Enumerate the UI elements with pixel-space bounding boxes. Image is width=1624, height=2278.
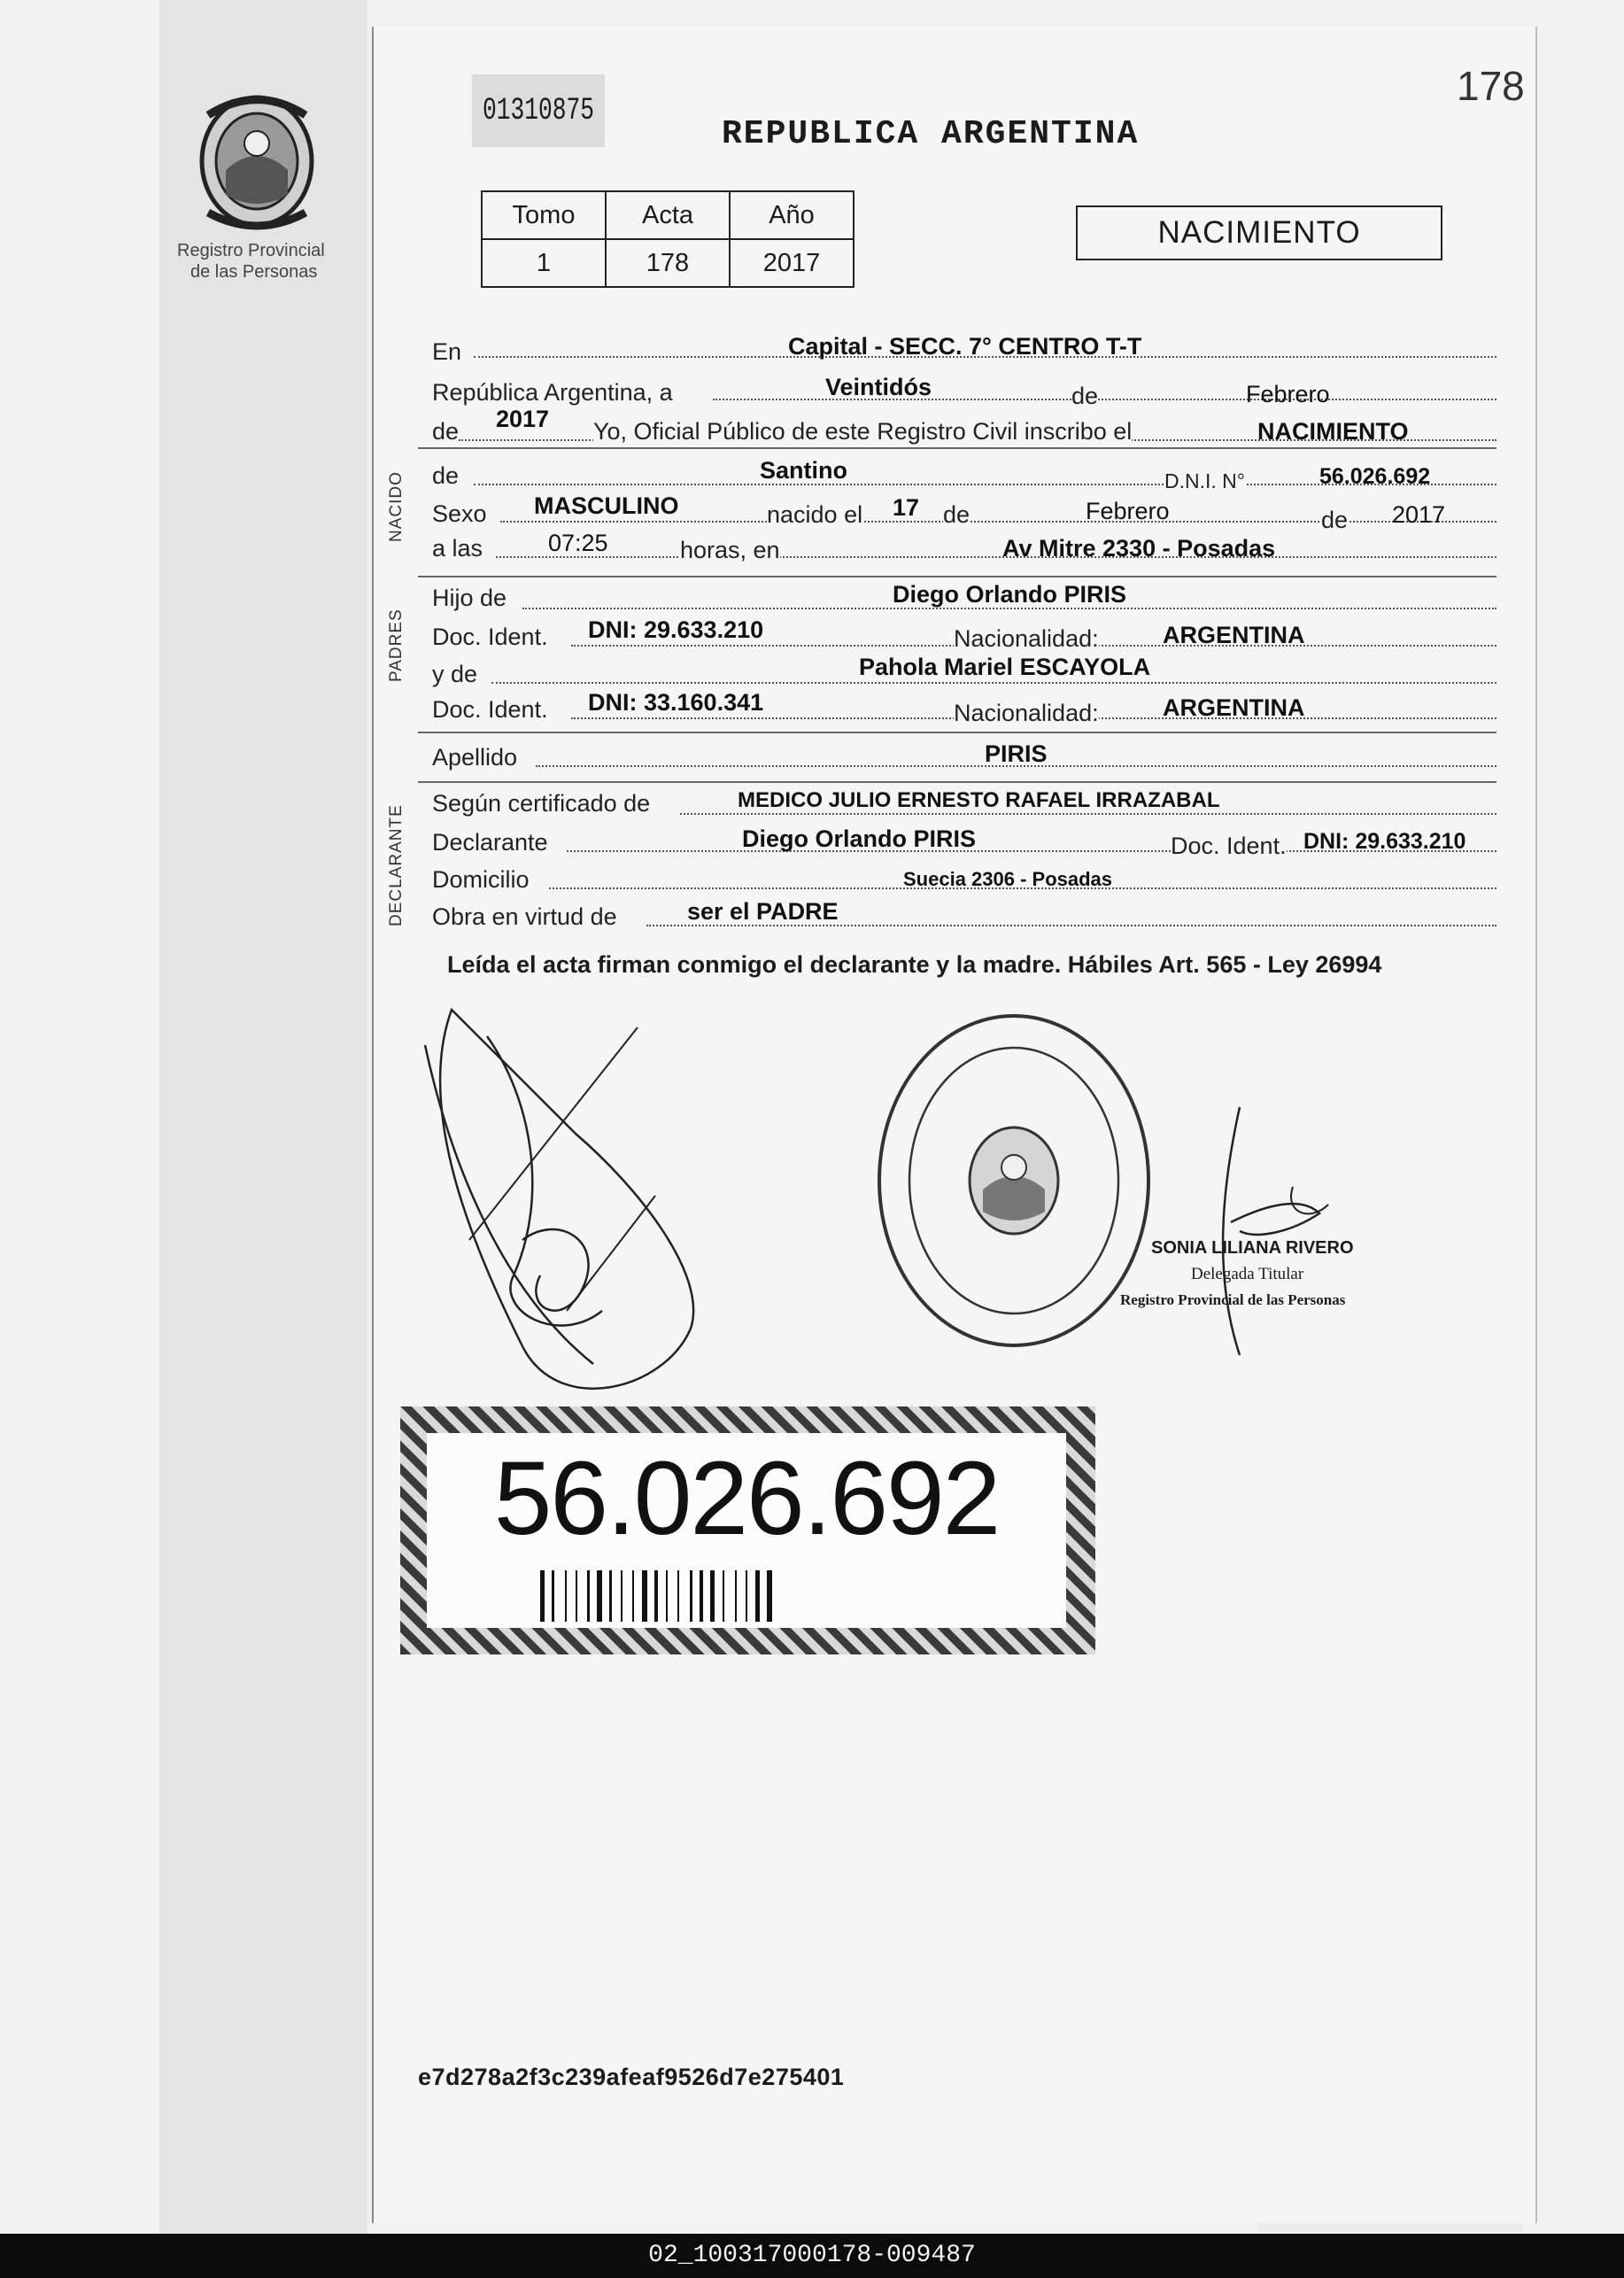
declarante-section-label: DECLARANTE: [387, 804, 406, 926]
a-las-label: a las: [432, 535, 483, 562]
barcode-bar: [767, 1570, 772, 1622]
barcode-bar: [723, 1570, 724, 1622]
de-label: de: [1071, 383, 1099, 409]
dotted-rule: [491, 682, 1496, 684]
section-divider: [418, 576, 1496, 577]
hijo-de-label: Hijo de: [432, 585, 507, 611]
barcode-icon: [540, 1570, 955, 1622]
de-year-label: de: [432, 418, 460, 445]
registry-label-line1: Registro Provincial: [177, 241, 325, 260]
registration-day: Veintidós: [825, 374, 932, 400]
nacido-section-label: NACIDO: [387, 471, 406, 542]
tomo-header: Tomo: [482, 191, 606, 239]
scan-footer-id: 02_100317000178-009487: [0, 2234, 1624, 2278]
en-label: En: [432, 338, 462, 365]
declarant-signature-icon: [398, 974, 735, 1417]
y-de-label: y de: [432, 661, 478, 687]
child-name: Santino: [760, 457, 847, 484]
sticker-dni-number: 56.026.692: [493, 1440, 1000, 1557]
de-label: de: [943, 501, 971, 528]
barcode-bar: [576, 1570, 577, 1622]
country-title: REPUBLICA ARGENTINA: [722, 115, 1140, 153]
registration-act: NACIMIENTO: [1257, 418, 1409, 445]
registry-stamp-icon: [872, 1008, 1156, 1353]
dni-label: D.N.I. N°: [1164, 469, 1245, 492]
dotted-rule: [496, 556, 1496, 558]
barcode-bar: [666, 1570, 668, 1622]
obra-label: Obra en virtud de: [432, 903, 617, 930]
republica-label: República Argentina, a: [432, 379, 673, 406]
anio-value: 2017: [730, 239, 854, 287]
child-dni: 56.026.692: [1319, 464, 1431, 489]
barcode-bar: [690, 1570, 692, 1622]
nacido-de-label: de: [432, 462, 460, 489]
barcode-bar: [609, 1570, 612, 1622]
barcode-bar: [642, 1570, 647, 1622]
de-label: de: [1321, 507, 1349, 533]
tomo-value: 1: [482, 239, 606, 287]
bleed-through-left-column: [159, 0, 367, 2234]
obra-value: ser el PADRE: [687, 898, 839, 925]
barcode-bar: [597, 1570, 602, 1622]
barcode-bar: [552, 1570, 554, 1622]
barcode-bar: [746, 1570, 747, 1622]
page-number: 178: [1457, 63, 1525, 109]
barcode-bar: [677, 1570, 679, 1622]
barcode-bar: [632, 1570, 634, 1622]
document-hash: e7d278a2f3c239afeaf9526d7e275401: [418, 2064, 845, 2090]
anio-header: Año: [730, 191, 854, 239]
registration-place: Capital - SECC. 7° CENTRO T-T: [788, 333, 1142, 360]
birth-month: Febrero: [1086, 498, 1170, 524]
registration-month: Febrero: [1246, 381, 1330, 407]
birth-place: Av Mitre 2330 - Posadas: [1002, 535, 1276, 562]
birth-year: 2017: [1392, 501, 1446, 528]
mother-name: Pahola Mariel ESCAYOLA: [859, 654, 1151, 680]
doc-ident-label: Doc. Ident.: [432, 624, 548, 650]
section-divider: [418, 447, 1496, 449]
barcode-bar: [540, 1570, 545, 1622]
birth-day: 17: [893, 494, 920, 521]
certificado-label: Según certificado de: [432, 790, 651, 817]
statement-text: Yo, Oficial Público de este Registro Civil inscribo el: [593, 418, 1133, 445]
father-nationality: ARGENTINA: [1163, 622, 1305, 648]
barcode-bar: [587, 1570, 590, 1622]
apellido-value: PIRIS: [985, 740, 1048, 767]
barcode-bar: [621, 1570, 623, 1622]
barcode-bar: [565, 1570, 567, 1622]
dni-barcode-sticker: [400, 1406, 1095, 1654]
father-doc: DNI: 29.633.210: [588, 616, 764, 643]
officer-office: Registro Provincial de las Personas: [1120, 1291, 1346, 1308]
serial-number: 01310875: [472, 74, 605, 147]
nacido-el-label: nacido el: [767, 501, 863, 528]
father-name: Diego Orlando PIRIS: [893, 581, 1127, 608]
mother-doc: DNI: 33.160.341: [588, 689, 764, 716]
barcode-bar: [700, 1570, 703, 1622]
barcode-bar: [755, 1570, 760, 1622]
birth-time: 07:25: [548, 530, 608, 556]
registry-label-line2: de las Personas: [190, 262, 318, 282]
domicilio-label: Domicilio: [432, 866, 530, 893]
barcode-bar: [654, 1570, 658, 1622]
apellido-label: Apellido: [432, 744, 518, 771]
record-type-box: NACIMIENTO: [1076, 205, 1442, 260]
sexo-label: Sexo: [432, 500, 487, 527]
acta-value: 178: [606, 239, 730, 287]
acta-header: Acta: [606, 191, 730, 239]
child-sex: MASCULINO: [534, 492, 679, 519]
dotted-rule: [680, 813, 1496, 815]
reading-note: Leída el acta firman conmigo el declarante y la madre. Hábiles Art. 565 - Ley 26994: [447, 951, 1382, 978]
doc-ident-label: Doc. Ident.: [1171, 833, 1287, 859]
sticker-label: [427, 1433, 1066, 1628]
barcode-bar: [735, 1570, 737, 1622]
tomo-acta-anio-table: [481, 190, 855, 288]
domicilio-value: Suecia 2306 - Posadas: [903, 868, 1113, 890]
horas-label: horas, en: [680, 537, 780, 563]
declarante-doc: DNI: 29.633.210: [1303, 829, 1466, 854]
section-divider: [418, 732, 1496, 733]
nacionalidad-label: Nacionalidad:: [954, 625, 1099, 652]
section-divider: [418, 781, 1496, 783]
mother-nationality: ARGENTINA: [1163, 694, 1305, 721]
officer-name: SONIA LILIANA RIVERO: [1151, 1238, 1354, 1258]
declarante-label: Declarante: [432, 829, 548, 856]
nacionalidad-label: Nacionalidad:: [954, 700, 1099, 726]
declarante-name: Diego Orlando PIRIS: [742, 825, 977, 852]
barcode-bar: [710, 1570, 715, 1622]
certificado-value: MEDICO JULIO ERNESTO RAFAEL IRRAZABAL: [738, 788, 1220, 812]
padres-section-label: PADRES: [387, 608, 406, 682]
registration-year: 2017: [496, 406, 550, 432]
registrar-signature-icon: [1187, 1098, 1346, 1364]
misiones-coat-of-arms-icon: [190, 89, 323, 235]
doc-ident-label: Doc. Ident.: [432, 696, 548, 723]
officer-role: Delegada Titular: [1191, 1265, 1304, 1283]
